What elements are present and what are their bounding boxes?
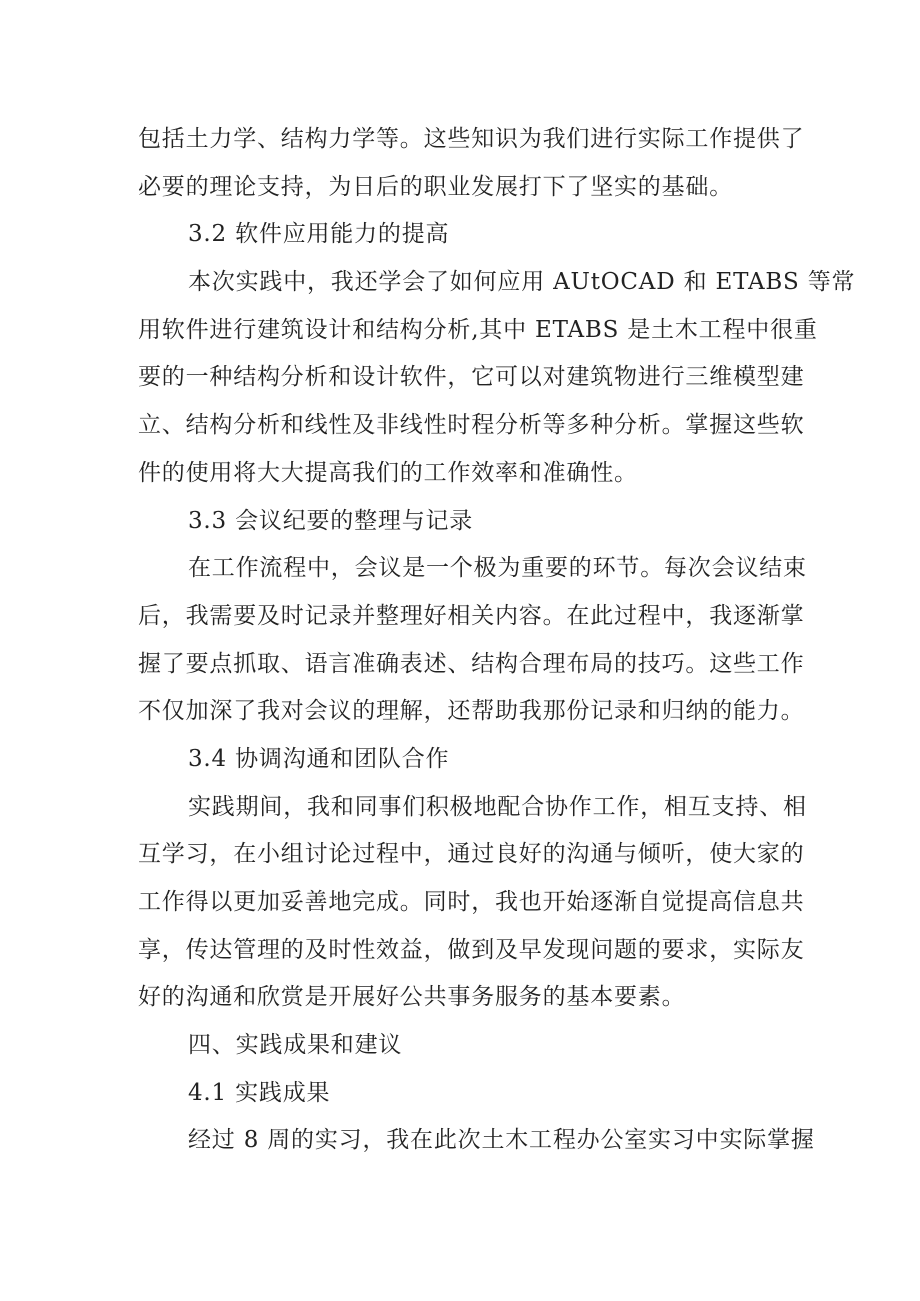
text-line: 好的沟通和欣赏是开展好公共事务服务的基本要素。: [138, 984, 686, 1011]
text-line: 互学习，在小组讨论过程中，通过良好的沟通与倾听，使大家的: [138, 841, 805, 868]
text-line: 用软件进行建筑设计和结构分析,其中 ETABS 是土木工程中很重: [138, 316, 818, 343]
text-line: 包括土力学、结构力学等。这些知识为我们进行实际工作提供了: [138, 126, 805, 152]
text-line: 工作得以更加妥善地完成。同时，我也开始逐渐自觉提高信息共: [138, 889, 805, 915]
document-body: [138, 116, 856, 1165]
paragraph-start: 实践期间，我和同事们积极地配合协作工作，相互支持、相: [188, 793, 807, 820]
paragraph-start: 本次实践中，我还学会了如何应用 AUtOCAD 和 ETABS 等常: [188, 269, 856, 296]
section-heading-4-1: 4.1 实践成果: [188, 1079, 331, 1106]
section-heading-3-3: 3.3 会议纪要的整理与记录: [188, 507, 474, 534]
text-line: 要的一种结构分析和设计软件，它可以对建筑物进行三维模型建: [138, 364, 805, 391]
chapter-heading-4: 四、实践成果和建议: [188, 1032, 403, 1059]
text-line: 后，我需要及时记录并整理好相关内容。在此过程中，我逐渐掌: [138, 602, 805, 629]
text-line: 立、结构分析和线性及非线性时程分析等多种分析。掌握这些软: [138, 412, 805, 439]
text-line: 握了要点抓取、语言准确表述、结构合理布局的技巧。这些工作: [138, 650, 805, 677]
section-heading-3-4: 3.4 协调沟通和团队合作: [188, 745, 450, 772]
paragraph-start: 在工作流程中，会议是一个极为重要的环节。每次会议结束: [188, 555, 807, 582]
text-line: 必要的理论支持，为日后的职业发展打下了坚实的基础。: [138, 173, 733, 200]
text-line: 享，传达管理的及时性效益，做到及早发现问题的要求，实际友: [138, 936, 805, 963]
section-heading-3-2: 3.2 软件应用能力的提高: [188, 221, 450, 248]
text-line: 件的使用将大大提高我们的工作效率和准确性。: [138, 459, 638, 486]
text-line: 不仅加深了我对会议的理解，还帮助我那份记录和归纳的能力。: [138, 698, 805, 725]
paragraph-start: 经过 8 周的实习，我在此次土木工程办公室实习中实际掌握: [188, 1127, 815, 1154]
